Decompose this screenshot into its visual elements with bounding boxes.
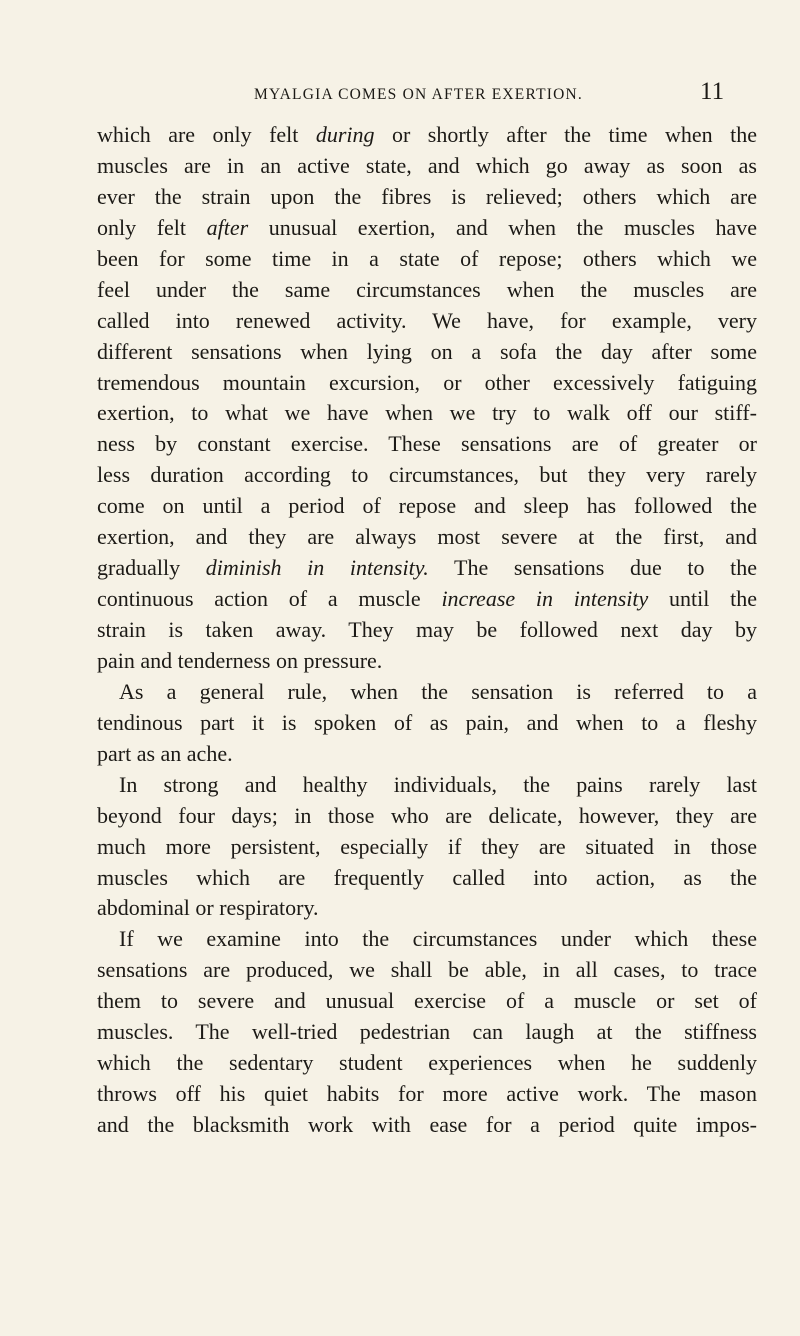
text-span: different sensations when lying on a sofa the day after some bbox=[97, 338, 757, 364]
text-line bbox=[97, 491, 757, 522]
text-span: exertion, to what we have when we try to walk off our stiff- bbox=[97, 400, 757, 426]
text-span: strain is taken away. They may be followed next day by bbox=[97, 617, 757, 642]
text-line bbox=[97, 924, 757, 955]
text-span: The sensations due to the bbox=[428, 555, 757, 581]
text-span: throws off his quiet habits for more active work. The mason bbox=[97, 1081, 757, 1107]
text-line bbox=[97, 120, 757, 151]
text-line bbox=[97, 1110, 757, 1141]
text-span: feel under the same circumstances when the muscles are bbox=[97, 276, 757, 302]
text-span: only felt bbox=[97, 214, 207, 240]
text-line bbox=[97, 863, 757, 894]
text-line bbox=[97, 182, 757, 213]
text-span: continuous action of a muscle bbox=[97, 586, 442, 612]
text-line bbox=[97, 522, 757, 553]
text-span: until the bbox=[648, 586, 757, 612]
text-line bbox=[97, 368, 757, 399]
text-span: them to severe and unusual exercise of a muscle or set of bbox=[97, 988, 757, 1014]
text-line bbox=[97, 677, 757, 708]
text-line bbox=[97, 1079, 757, 1110]
text-line bbox=[97, 832, 757, 863]
text-line bbox=[97, 801, 757, 832]
text-span: sensations are produced, we shall be able, in all cases, to trace bbox=[97, 957, 757, 983]
text-line bbox=[97, 429, 757, 460]
text-line bbox=[97, 986, 757, 1017]
text-line bbox=[97, 213, 757, 244]
text-span: exertion, and they are always most severe at the first, and bbox=[97, 524, 757, 550]
text-span: ever the strain upon the fibres is relieved; others which are bbox=[97, 183, 757, 209]
text-line bbox=[97, 553, 757, 584]
text-span: been for some time in a state of repose; others which we bbox=[97, 245, 757, 271]
text-span: less duration according to circumstances, but they very rarely bbox=[97, 462, 757, 488]
text-span: muscles which are frequently called into action, as the bbox=[97, 864, 757, 890]
text-line bbox=[97, 955, 757, 986]
text-span: gradually bbox=[97, 555, 206, 581]
text-span: and the blacksmith work with ease for a period quite impos- bbox=[97, 1112, 757, 1137]
text-line bbox=[97, 615, 757, 646]
text-span: muscles. The well-tried pedestrian can laugh at the stiffness bbox=[97, 1019, 757, 1045]
text-span: ness by constant exercise. These sensations are of greater or bbox=[97, 431, 757, 457]
body-text bbox=[97, 120, 757, 1141]
italic-span: increase in intensity bbox=[441, 586, 649, 612]
text-span: In strong and healthy individuals, the pains rarely last bbox=[119, 771, 757, 797]
text-span: come on until a period of repose and sleep has followed the bbox=[97, 493, 757, 519]
text-line bbox=[97, 275, 757, 306]
text-line bbox=[97, 244, 757, 275]
text-span: As a general rule, when the sensation is referred to a bbox=[119, 678, 757, 704]
text-span: tremendous mountain excursion, or other excessively fatiguing bbox=[97, 369, 757, 395]
text-line bbox=[97, 584, 757, 615]
running-title: MYALGIA COMES ON AFTER EXERTION. bbox=[254, 86, 583, 103]
text-span: tendinous part it is spoken of as pain, and when to a fleshy bbox=[97, 709, 757, 735]
text-line bbox=[97, 460, 757, 491]
text-line bbox=[97, 646, 757, 677]
text-line bbox=[97, 337, 757, 368]
text-span: much more persistent, especially if they are situated in those bbox=[97, 833, 757, 859]
italic-span: during bbox=[315, 122, 375, 147]
italic-span: diminish in intensity. bbox=[205, 555, 429, 581]
text-line bbox=[97, 893, 757, 924]
text-span: pain and tenderness on pressure. bbox=[97, 647, 383, 673]
text-span: unusual exertion, and when the muscles have bbox=[248, 214, 757, 240]
page-number: 11 bbox=[700, 78, 725, 105]
italic-span: after bbox=[206, 214, 249, 240]
text-span: part as an ache. bbox=[97, 740, 233, 766]
text-line bbox=[97, 1048, 757, 1079]
text-line bbox=[97, 306, 757, 337]
text-line bbox=[97, 398, 757, 429]
text-span: abdominal or respiratory. bbox=[97, 895, 319, 921]
text-span: called into renewed activity. We have, for example, very bbox=[97, 307, 757, 333]
text-span: or shortly after the time when the bbox=[374, 122, 757, 147]
text-span: which the sedentary student experiences when he suddenly bbox=[97, 1050, 757, 1076]
text-span: beyond four days; in those who are delicate, however, they are bbox=[97, 802, 757, 828]
text-span: If we examine into the circumstances under which these bbox=[119, 926, 757, 952]
text-line bbox=[97, 151, 757, 182]
text-line bbox=[97, 708, 757, 739]
text-span: which are only felt bbox=[97, 122, 316, 147]
text-span: muscles are in an active state, and which go away as soon as bbox=[97, 152, 757, 178]
text-line bbox=[97, 1017, 757, 1048]
text-line bbox=[97, 739, 757, 770]
text-line bbox=[97, 770, 757, 801]
